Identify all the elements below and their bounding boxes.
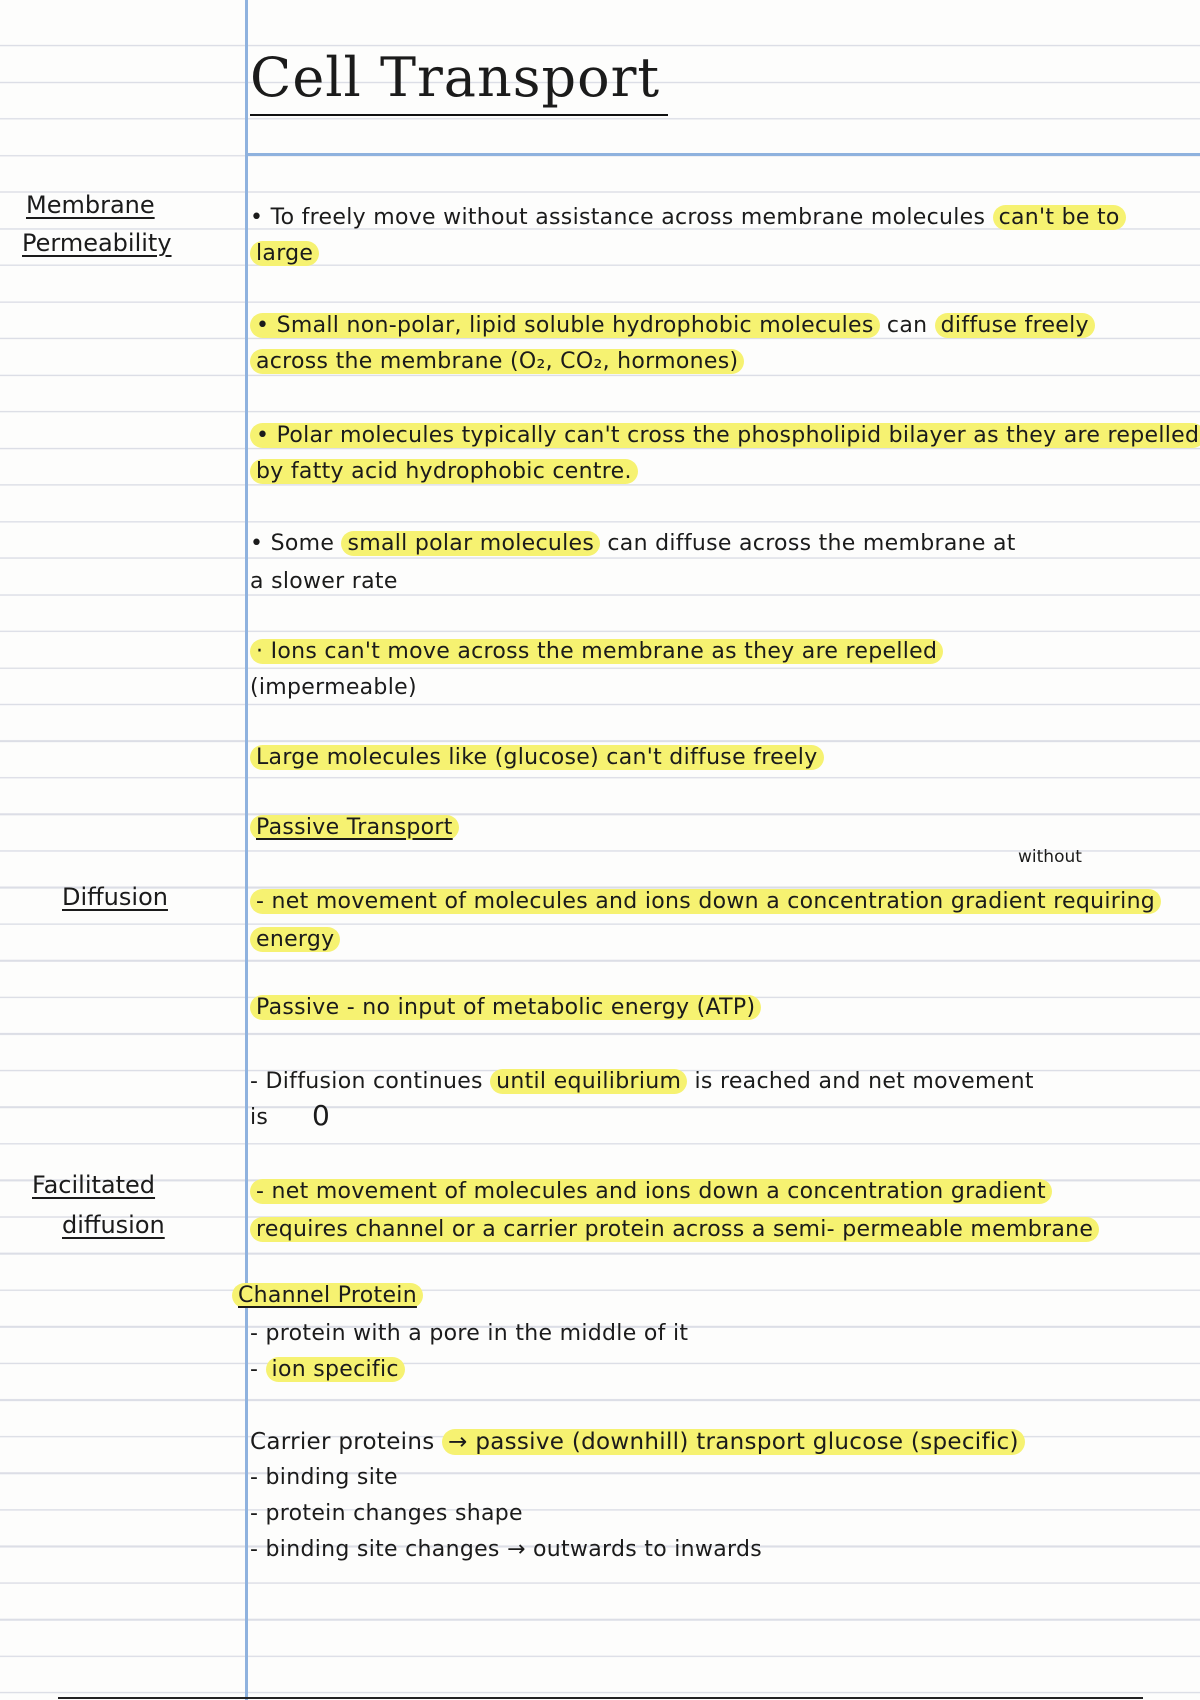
sidebar-heading-membrane: Membrane bbox=[26, 191, 155, 219]
note-value-zero: 0 bbox=[312, 1099, 330, 1132]
sidebar-heading-permeability: Permeability bbox=[22, 229, 172, 257]
note-line bbox=[250, 1424, 1025, 1460]
margin-line bbox=[245, 0, 248, 1700]
note-line bbox=[250, 740, 824, 776]
sidebar-heading-facilitated-diffusion: diffusion bbox=[62, 1211, 165, 1239]
annotation-without: without bbox=[1018, 847, 1082, 867]
note-text: - protein changes shape bbox=[250, 1501, 523, 1526]
note-text: - binding site changes → outwards to inwards bbox=[250, 1537, 762, 1562]
highlighted-text: across the membrane (O₂, CO₂, hormones) bbox=[250, 349, 744, 374]
sidebar-heading-facilitated: Facilitated bbox=[32, 1171, 156, 1199]
note-text: • Some bbox=[250, 531, 335, 556]
highlighted-text: - net movement of molecules and ions down a concentration gradient bbox=[250, 1179, 1052, 1204]
highlighted-text: large bbox=[250, 241, 319, 266]
note-line bbox=[250, 1064, 1034, 1100]
highlighted-text: • Polar molecules typically can't cross the phospholipid bilayer as they are repelled bbox=[250, 423, 1200, 448]
bottom-line bbox=[58, 1697, 1143, 1699]
header-line bbox=[245, 153, 1200, 156]
highlighted-text: → passive (downhill) transport glucose (specific) bbox=[442, 1429, 1025, 1455]
highlighted-text: until equilibrium bbox=[490, 1069, 687, 1094]
highlighted-text: diffuse freely bbox=[935, 313, 1095, 338]
section-heading-channel-protein: Channel Protein bbox=[232, 1283, 423, 1308]
note-text: Carrier proteins bbox=[250, 1429, 435, 1455]
note-line bbox=[250, 454, 638, 490]
note-line bbox=[250, 1532, 762, 1568]
note-text: - binding site bbox=[250, 1465, 398, 1490]
highlighted-text: • Small non-polar, lipid soluble hydrophobic molecules bbox=[250, 313, 880, 338]
note-text: - bbox=[250, 1357, 259, 1382]
note-text: - Diffusion continues bbox=[250, 1069, 483, 1094]
note-line bbox=[250, 1174, 1052, 1210]
note-line bbox=[250, 564, 398, 600]
highlighted-text: Large molecules like (glucose) can't diffuse freely bbox=[250, 745, 824, 770]
note-line bbox=[250, 810, 459, 846]
note-text: can diffuse across the membrane at bbox=[607, 531, 1016, 556]
note-line bbox=[250, 1496, 523, 1532]
note-line bbox=[250, 634, 943, 670]
note-line bbox=[250, 1212, 1099, 1248]
note-line bbox=[232, 1278, 423, 1314]
note-line bbox=[250, 922, 340, 958]
note-line bbox=[250, 884, 1161, 920]
highlighted-text: ion specific bbox=[266, 1357, 405, 1382]
note-line bbox=[250, 200, 1126, 236]
highlighted-text: small polar molecules bbox=[341, 531, 600, 556]
note-text: can bbox=[886, 313, 928, 338]
highlighted-text: by fatty acid hydrophobic centre. bbox=[250, 459, 638, 484]
note-line bbox=[250, 236, 319, 272]
note-line bbox=[250, 1100, 268, 1136]
note-line bbox=[250, 990, 761, 1026]
note-text: a slower rate bbox=[250, 569, 398, 594]
note-line bbox=[250, 526, 1016, 562]
note-line bbox=[250, 670, 417, 706]
note-line bbox=[250, 1316, 688, 1352]
note-line bbox=[250, 418, 1200, 454]
note-line bbox=[250, 1460, 398, 1496]
sidebar-heading-diffusion: Diffusion bbox=[62, 883, 168, 911]
note-text: • To freely move without assistance across membrane molecules bbox=[250, 205, 986, 230]
note-text: is bbox=[250, 1105, 269, 1130]
highlighted-text: - net movement of molecules and ions down a concentration gradient requiring bbox=[250, 889, 1161, 914]
highlighted-text: Passive - no input of metabolic energy (ATP) bbox=[250, 995, 761, 1020]
highlighted-text: · Ions can't move across the membrane as they are repelled bbox=[250, 639, 943, 664]
section-heading-passive-transport: Passive Transport bbox=[250, 815, 459, 840]
note-line bbox=[250, 308, 1095, 344]
note-text: - protein with a pore in the middle of it bbox=[250, 1321, 689, 1346]
note-text: is reached and net movement bbox=[694, 1069, 1034, 1094]
note-text: (impermeable) bbox=[250, 675, 417, 700]
highlighted-text: requires channel or a carrier protein across a semi- permeable membrane bbox=[250, 1217, 1099, 1242]
note-line bbox=[250, 344, 744, 380]
page-title: Cell Transport bbox=[250, 42, 668, 116]
note-line bbox=[250, 1352, 405, 1388]
highlighted-text: energy bbox=[250, 927, 340, 952]
highlighted-text: can't be to bbox=[993, 205, 1126, 230]
